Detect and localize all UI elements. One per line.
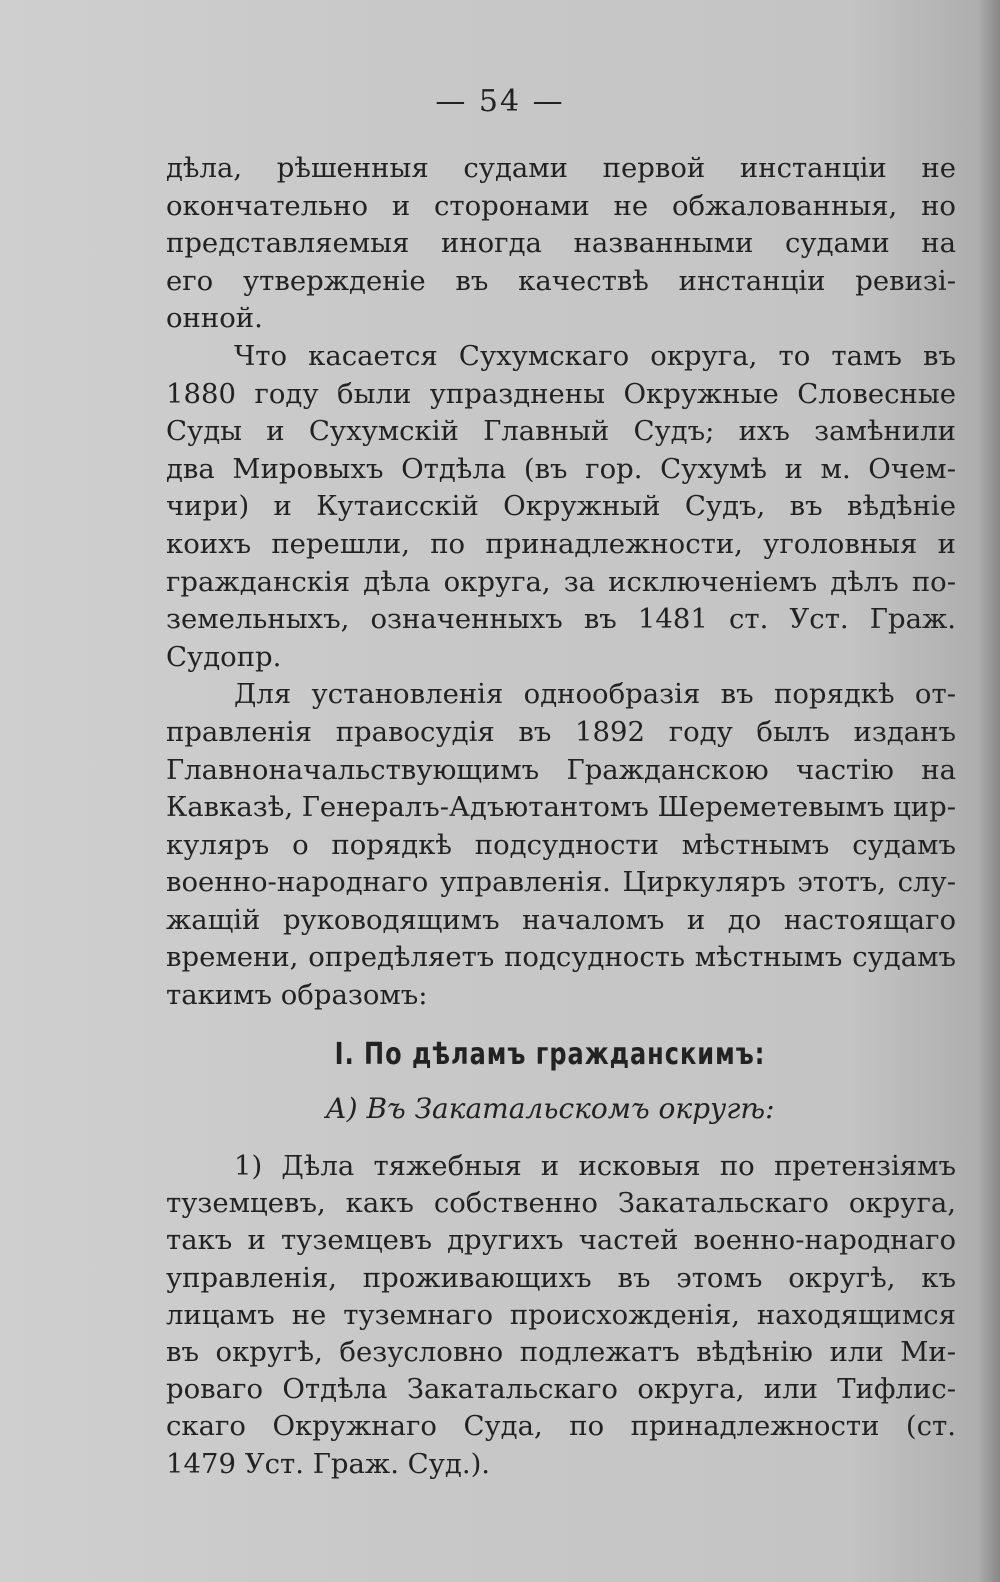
text-line: правленія правосудія въ 1892 году былъ изданъ xyxy=(166,715,956,748)
text-line: коихъ перешли, по принадлежности, уголовныя и xyxy=(166,527,956,560)
section-heading: I. По дѣламъ гражданскимъ: xyxy=(334,1036,766,1072)
item-text xyxy=(166,1148,956,1483)
item-paragraph xyxy=(166,1148,956,1483)
text-line: Для установленія однообразія въ порядкѣ от- xyxy=(234,678,956,711)
page-edge-shadow xyxy=(978,0,1000,1582)
text-line: два Мировыхъ Отдѣла (въ гор. Сухумѣ и м. Очем- xyxy=(166,452,956,485)
text-line: представляемыя иногда названными судами на xyxy=(166,227,956,260)
text-line: 1479 Уст. Граж. Суд.). xyxy=(166,1447,491,1480)
text-line: времени, опредѣляетъ подсудность мѣстнымъ судамъ xyxy=(166,941,956,974)
text-line: 1) Дѣла тяжебныя и исковыя по претензіямъ xyxy=(234,1150,956,1182)
text-line: такимъ образомъ: xyxy=(166,979,428,1012)
text-line: скаго Окружнаго Суда, по принадлежности (ст. xyxy=(166,1410,956,1443)
text-line: управленія, проживающихъ въ этомъ округѣ, къ xyxy=(166,1261,956,1294)
text-line: 1880 году были упразднены Окружные Словесные xyxy=(166,377,956,410)
text-line: его утвержденіе въ качествѣ инстанціи ревизі- xyxy=(166,264,956,297)
text-line: въ округѣ, безусловно подлежатъ вѣдѣнію или Ми- xyxy=(166,1336,956,1369)
text-line: чири) и Кутаисскій Окружный Судъ, въ вѣдѣніе xyxy=(166,490,956,523)
text-line: Главноначальствующимъ Гражданскою частію на xyxy=(166,753,956,786)
paragraph-circular xyxy=(166,676,956,1014)
page-number: — 54 — xyxy=(435,84,565,119)
text-line: гражданскія дѣла округа, за исключеніемъ дѣлъ по- xyxy=(166,565,956,598)
text-line: лицамъ не туземнаго происхожденія, находящимся xyxy=(166,1298,956,1331)
text-line: Суды и Сухумскій Главный Судъ; ихъ замѣнили xyxy=(166,415,956,448)
text-line: такъ и туземцевъ другихъ частей военно-народнаго xyxy=(166,1224,956,1257)
text-line: дѣла, рѣшенныя судами первой инстанціи не xyxy=(166,152,956,184)
paragraph-continuation xyxy=(166,150,956,338)
text-line: онной. xyxy=(166,302,263,335)
text-line: окончательно и сторонами не обжалованныя, но xyxy=(166,189,956,222)
text-line: Судопр. xyxy=(166,640,282,673)
text-line: роваго Отдѣла Закатальскаго округа, или Тифлис- xyxy=(166,1373,956,1406)
text-line: военно-народнаго управленія. Циркуляръ этотъ, слу- xyxy=(166,866,956,899)
body-text xyxy=(166,150,956,1015)
text-line: Что касается Сухумскаго округа, то тамъ въ xyxy=(234,339,956,372)
text-line: жащій руководящимъ началомъ и до настоящаго xyxy=(166,903,956,936)
text-line: куляръ о порядкѣ подсудности мѣстнымъ судамъ xyxy=(166,828,956,861)
text-line: Кавказѣ, Генералъ-Адъютантомъ Шереметевымъ цир- xyxy=(166,791,956,824)
text-line: туземцевъ, какъ собственно Закатальскаго округа, xyxy=(166,1187,956,1220)
subheading: А) Въ Закатальскомъ округѣ: xyxy=(325,1092,775,1125)
paragraph-sukhum xyxy=(166,338,956,676)
text-line: земельныхъ, означенныхъ въ 1481 ст. Уст. Граж. xyxy=(166,603,956,636)
